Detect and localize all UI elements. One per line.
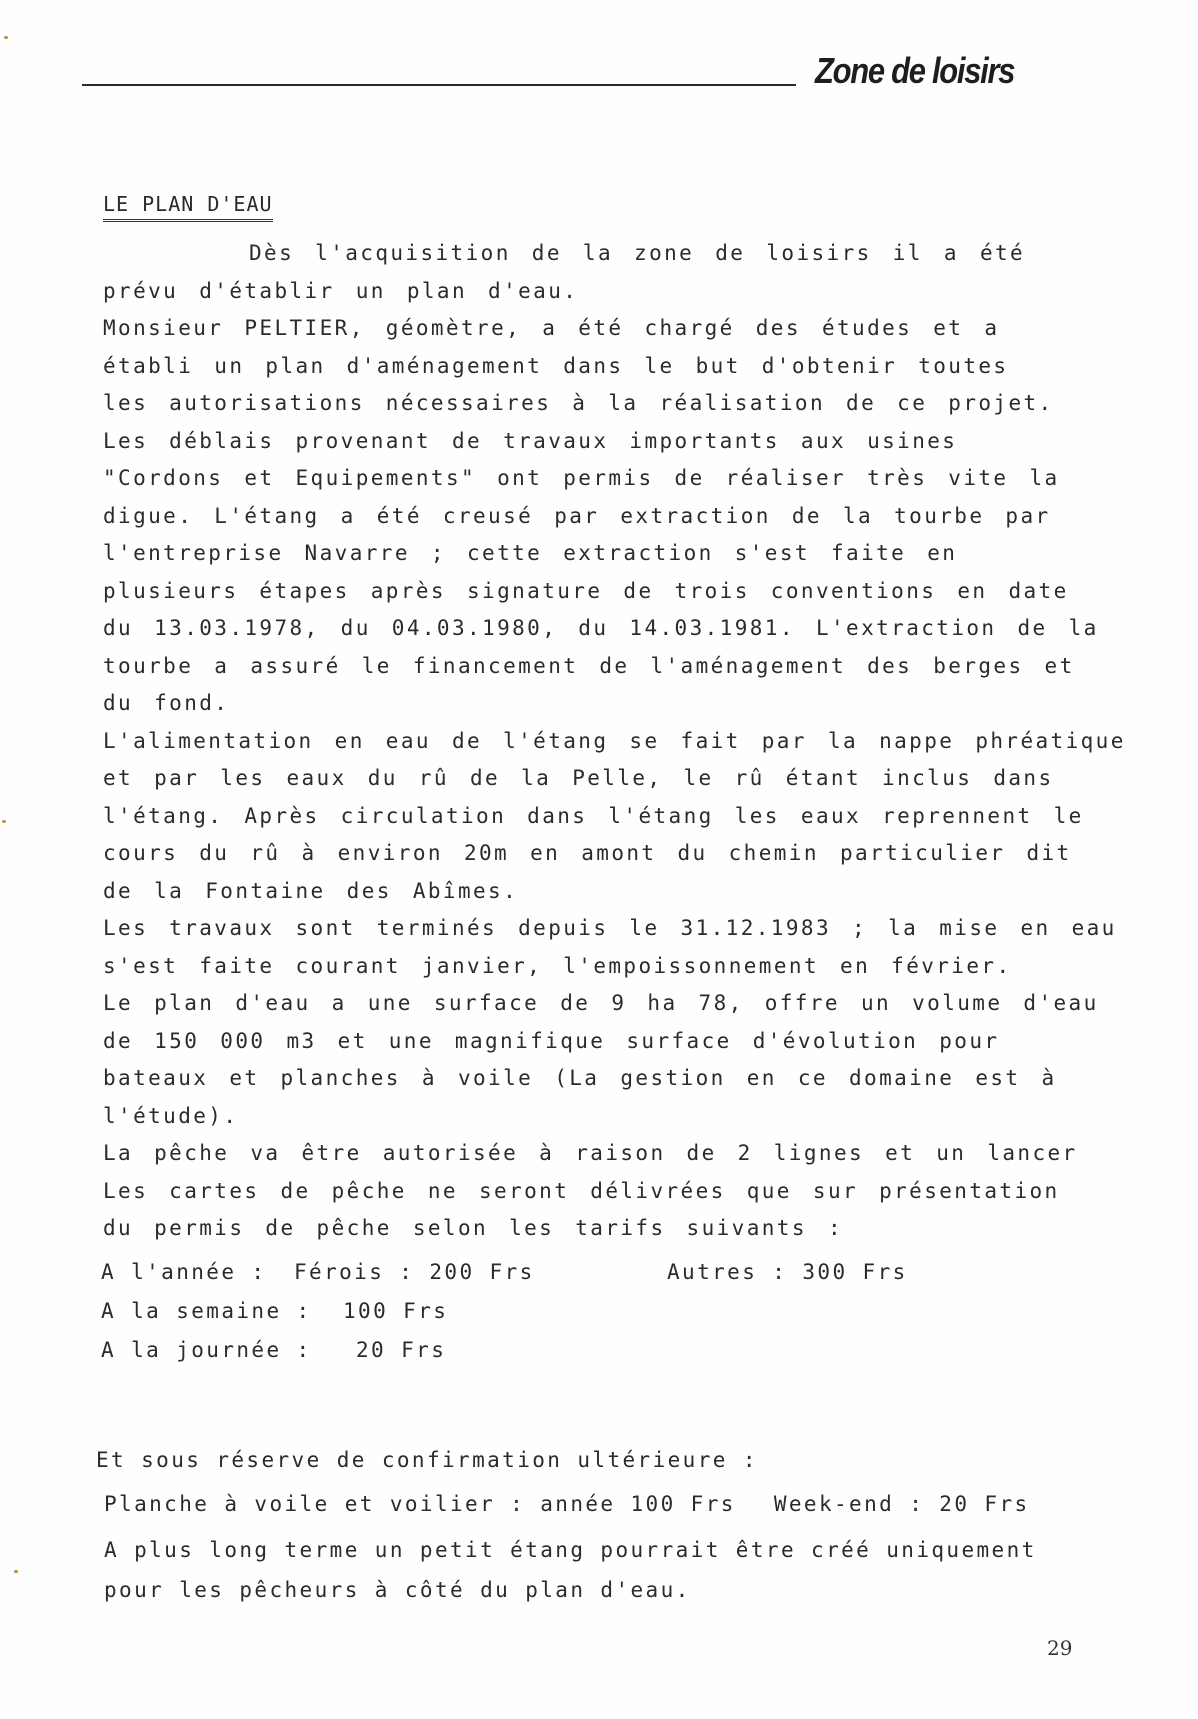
body-line: La pêche va être autorisée à raison de 2 lignes et un lancer: [103, 1141, 1078, 1165]
reserve-weekend: Week-end : 20 Frs: [773, 1492, 1030, 1516]
closing-line: pour les pêcheurs à côté du plan d'eau.: [104, 1578, 691, 1602]
body-line: prévu d'établir un plan d'eau.: [103, 278, 579, 303]
tariff-year-autres: Autres : 300 Frs: [667, 1260, 908, 1284]
body-line: Les travaux sont terminés depuis le 31.12.1983 ; la mise en eau: [103, 916, 1117, 940]
body-line: Les déblais provenant de travaux importants aux usines: [103, 428, 958, 453]
paper-speck: [4, 36, 8, 39]
body-line: du fond.: [103, 691, 230, 715]
paper-speck: [14, 1570, 18, 1573]
body-line: du 13.03.1978, du 04.03.1980, du 14.03.1981. L'extraction de la: [103, 616, 1099, 640]
page-number: 29: [1047, 1636, 1073, 1660]
body-line: "Cordons et Equipements" ont permis de réaliser très vite la: [103, 466, 1060, 490]
closing-paragraph: [104, 1530, 1104, 1610]
tariff-day-label: A la journée :: [101, 1338, 312, 1362]
body-line: digue. L'étang a été creusé par extraction de la tourbe par: [103, 503, 1051, 528]
reserve-sail-label: Planche à voile et voilier : année 100 Frs: [104, 1492, 736, 1516]
body-line: de 150 000 m3 et une magnifique surface d'évolution pour: [103, 1028, 1000, 1053]
body-line: établi un plan d'aménagement dans le but d'obtenir toutes: [103, 353, 1009, 378]
paper-speck: [2, 820, 6, 823]
body-line: l'entreprise Navarre ; cette extraction s'est faite en: [103, 541, 958, 565]
body-line: du permis de pêche selon les tarifs suivants :: [103, 1216, 843, 1240]
body-line: Monsieur PELTIER, géomètre, a été chargé des études et a: [103, 316, 1000, 340]
tariff-day-price: 20 Frs: [356, 1338, 447, 1362]
body-paragraph: [103, 235, 1126, 1248]
body-line: s'est faite courant janvier, l'empoissonnement en février.: [103, 953, 1012, 978]
body-line: l'étang. Après circulation dans l'étang les eaux reprennent le: [103, 803, 1084, 828]
body-line: les autorisations nécessaires à la réalisation de ce projet.: [103, 391, 1054, 415]
body-line: L'alimentation en eau de l'étang se fait par la nappe phréatique: [103, 728, 1126, 753]
reserve-intro: Et sous réserve de confirmation ultérieure :: [96, 1448, 758, 1472]
header-title: Zone de loisirs: [815, 50, 1015, 91]
body-line: Dès l'acquisition de la zone de loisirs il a été: [249, 241, 1026, 265]
body-line: plusieurs étapes après signature de trois conventions en date: [103, 578, 1069, 603]
header-rule: [82, 84, 796, 86]
section-heading: LE PLAN D'EAU: [103, 192, 273, 222]
body-line: et par les eaux du rû de la Pelle, le rû étant inclus dans: [103, 766, 1054, 790]
tariff-week-price: 100 Frs: [343, 1299, 449, 1323]
closing-line: A plus long terme un petit étang pourrait être créé uniquement: [104, 1538, 1037, 1562]
tariff-row-day: [101, 1331, 1081, 1370]
body-line: l'étude).: [103, 1103, 239, 1128]
body-line: Les cartes de pêche ne seront délivrées que sur présentation: [103, 1178, 1060, 1203]
body-line: Le plan d'eau a une surface de 9 ha 78, offre un volume d'eau: [103, 991, 1099, 1015]
tariff-row-year: [101, 1253, 1081, 1292]
body-line: tourbe a assuré le financement de l'aménagement des berges et: [103, 653, 1075, 678]
tariff-row-week: [101, 1292, 1081, 1331]
reserve-section: [96, 1438, 1096, 1526]
reserve-sail-line: [96, 1482, 1096, 1526]
body-line: cours du rû à environ 20m en amont du chemin particulier dit: [103, 841, 1072, 865]
tariff-week-label: A la semaine :: [101, 1299, 312, 1323]
tariff-year-ferois: Férois : 200 Frs: [294, 1260, 535, 1284]
body-line: de la Fontaine des Abîmes.: [103, 878, 519, 903]
body-line: bateaux et planches à voile (La gestion en ce domaine est à: [103, 1066, 1057, 1090]
tariff-year-label: A l'année :: [101, 1260, 267, 1284]
tariff-list: [101, 1253, 1081, 1370]
